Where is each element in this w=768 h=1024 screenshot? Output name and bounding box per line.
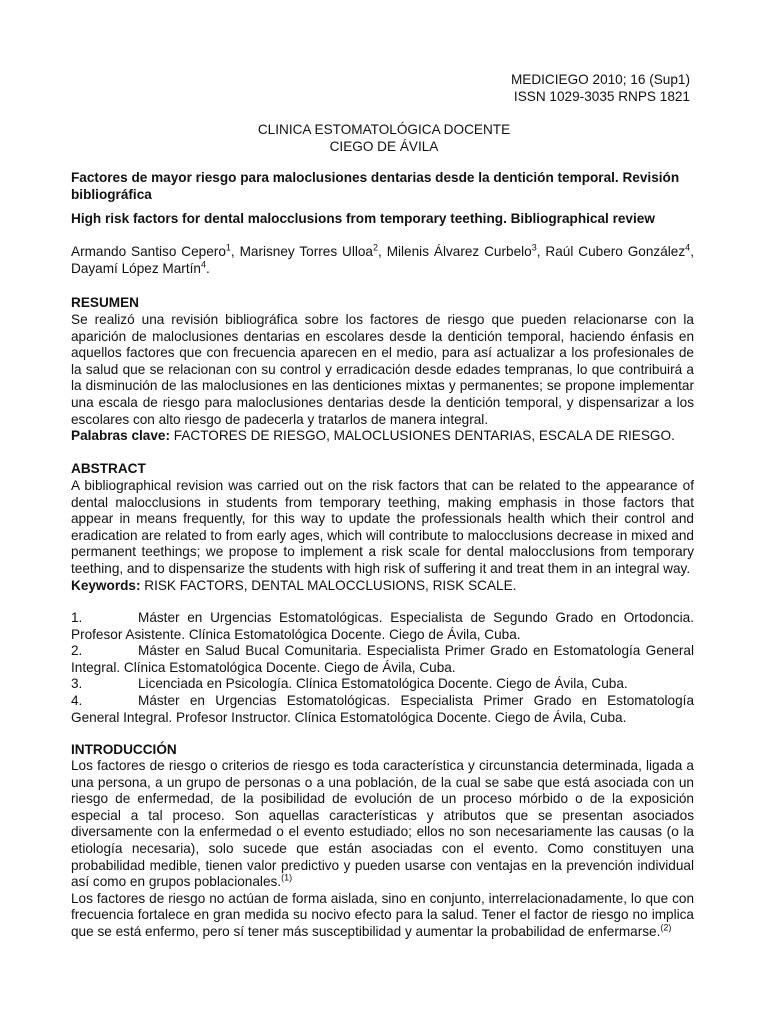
- intro-paragraph-1: [71, 758, 694, 891]
- keywords-label: Keywords:: [71, 577, 141, 593]
- author-name: Marisney Torres Ulloa: [239, 244, 373, 259]
- title-spanish: Factores de mayor riesgo para maloclusiones dentarias desde la dentición temporal. Revisión bibliográfica: [71, 170, 680, 202]
- author-separator: ,: [536, 244, 546, 259]
- journal-header: [511, 72, 690, 105]
- keywords-label: Palabras clave:: [71, 428, 170, 444]
- author-separator: ,: [690, 244, 694, 259]
- institution-line-2: CIEGO DE ÁVILA: [329, 138, 439, 154]
- resumen-keywords: [71, 428, 694, 445]
- author-list: [71, 244, 694, 277]
- intro-paragraph-1-text: Los factores de riesgo o criterios de riesgo es toda característica y circunstancia determinada, ligada a una persona, a un grupo de personas o a una población, de la cual se sabe que está asociada con un riesgo de enfermedad, de la posibilidad de evolución de un proceso mórbido o de la exposición especial a tal proceso. Son aquellas características y atributos que se presentan asociados diversamente con la enfermedad o el evento estudiado; ellos no son necesariamente las causas (o la etiología necesaria), solo sucede que están asociadas con el evento. Como constituyen una probabilidad medible, tienen valor predictivo y pueden usarse con ventajas en la prevención individual así como en grupos poblacionales.: [71, 758, 694, 890]
- keywords-value: RISK FACTORS, DENTAL MALOCCLUSIONS, RISK SCALE.: [140, 577, 517, 593]
- author-separator: ,: [230, 244, 240, 259]
- affiliation-item: [71, 610, 694, 643]
- author-affiliation-mark: 1: [225, 242, 231, 253]
- affiliation-item: [71, 643, 694, 676]
- abstract-text: A bibliographical revision was carried out on the risk factors that can be related to the appearance of dental malocclusions in students from temporary teething, making emphasis in those factors that appear in means frequently, for this way to update the professionals health which their control and eradication are related to from early ages, which will contribute to malocclusions decrease in mixed and permanent teethings; we propose to implement a risk scale for dental malocclusions from temporary teething, and to dispensarize the students with high risk of suffering it and treat them in an integral way.: [71, 478, 694, 576]
- journal-citation: MEDICIEGO 2010; 16 (Sup1): [510, 72, 690, 87]
- affiliations-list: [71, 610, 694, 726]
- resumen-text: Se realizó una revisión bibliográfica sobre los factores de riesgo que pueden relacionarse con la aparición de maloclusiones dentarias en escolares desde la dentición temporal, haciendo énfasis en aquellos factores que con frecuencia aparecen en el medio, para así actualizar a los profesionales de la salud que se relacionan con su control y erradicación desde edades tempranas, lo que contribuirá a la disminución de las maloclusiones en las denticiones mixtas y permanentes; se propone implementar una escala de riesgo para maloclusiones dentarias desde la dentición temporal, y dispensarizar a los escolares con alto riesgo de padecerla y tratarlos de manera integral.: [71, 312, 694, 427]
- author-name: Milenis Álvarez Curbelo: [386, 244, 532, 259]
- intro-paragraph-2-text: Los factores de riesgo no actúan de forma aislada, sino en conjunto, interrelacionadamente, lo que con frecuencia fortalece en gran medida su nocivo efecto para la salud. Tener el factor de riesgo no implica que se está enfermo, pero sí tener más susceptibilidad y aumentar la probabilidad de enfermarse.: [71, 890, 694, 939]
- author-affiliation-mark: 2: [373, 242, 379, 253]
- abstract-section: [71, 478, 694, 594]
- affiliation-number: 1.: [71, 610, 83, 625]
- keywords-value: FACTORES DE RIESGO, MALOCLUSIONES DENTARIAS, ESCALA DE RIESGO.: [170, 428, 675, 444]
- affiliation-text: Máster en Urgencias Estomatológicas. Especialista Primer Grado en Estomatología General Integral. Profesor Instructor. Clínica Estomatológica Docente. Ciego de Ávila, Cuba.: [71, 692, 694, 725]
- affiliation-number: 2.: [71, 643, 83, 659]
- intro-paragraph-2: [71, 891, 694, 941]
- citation-ref: (2): [660, 922, 672, 933]
- abstract-heading: ABSTRACT: [71, 461, 146, 476]
- author-name: Armando Santiso Cepero: [71, 244, 226, 259]
- author-separator: ,: [378, 244, 387, 259]
- title-english: High risk factors for dental malocclusions from temporary teething. Bibliographical review: [71, 211, 655, 226]
- resumen-section: [71, 312, 694, 445]
- institution-line-1: CLINICA ESTOMATOLÓGICA DOCENTE: [257, 122, 511, 137]
- author-name: Dayamí López Martín: [71, 260, 201, 276]
- affiliation-item: [71, 693, 694, 726]
- affiliation-text: Máster en Salud Bucal Comunitaria. Especialista Primer Grado en Estomatología General Integral. Clínica Estomatológica Docente. Ciego de Ávila, Cuba.: [71, 643, 694, 675]
- affiliation-text: Máster en Urgencias Estomatológicas. Especialista de Segundo Grado en Ortodoncia. Profesor Asistente. Clínica Estomatológica Docente. Ciego de Ávila, Cuba.: [71, 610, 694, 642]
- resumen-heading: RESUMEN: [71, 295, 139, 310]
- author-affiliation-mark: 3: [531, 242, 537, 253]
- introduccion-heading: INTRODUCCIÓN: [71, 742, 177, 757]
- institution-heading: [0, 122, 768, 155]
- introduccion-section: [71, 758, 694, 941]
- issn-line: ISSN 1029-3035 RNPS 1821: [513, 88, 690, 104]
- author-separator: .: [205, 260, 210, 276]
- affiliation-text: Licenciada en Psicología. Clínica Estomatológica Docente. Ciego de Ávila, Cuba.: [138, 676, 628, 692]
- abstract-keywords: [71, 578, 694, 595]
- author-affiliation-mark: 4: [685, 242, 691, 253]
- affiliation-number: 4.: [71, 692, 83, 708]
- author-affiliation-mark: 4: [200, 259, 206, 270]
- affiliation-number: 3.: [71, 676, 83, 692]
- author-name: Raúl Cubero González: [545, 244, 686, 259]
- citation-ref: (1): [281, 872, 293, 883]
- affiliation-item: [71, 676, 694, 693]
